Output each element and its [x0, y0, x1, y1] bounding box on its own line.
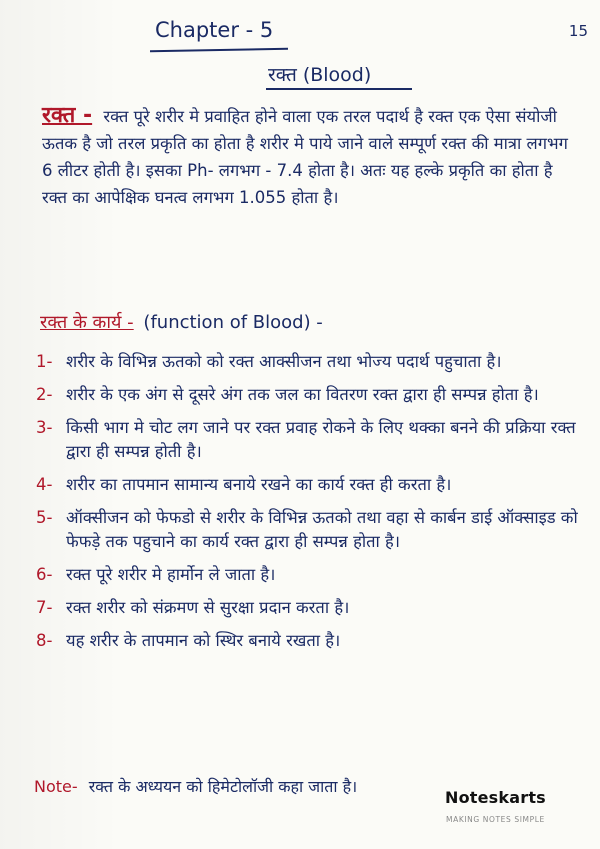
item-text: शरीर का तापमान सामान्य बनाये रखने का कार्य रक्त ही करता है।: [66, 475, 452, 494]
list-item: [36, 473, 584, 497]
functions-list: [36, 350, 584, 662]
list-item: [36, 506, 584, 554]
list-item: [36, 383, 584, 407]
functions-heading: [40, 310, 323, 334]
title-underline: [266, 88, 412, 90]
item-number: 6-: [36, 565, 53, 584]
chapter-underline: [150, 48, 288, 52]
item-text: ऑक्सीजन को फेफडो से शरीर के विभिन्न ऊतको तथा वहा से कार्बन डाई ऑक्साइड को फेफड़े तक पहुचाने का कार्य रक्त द्वारा ही सम्पन्न होता है।: [66, 508, 578, 551]
definition-text: रक्त पूरे शरीर मे प्रवाहित होने वाला एक तरल पदार्थ है रक्त एक ऐसा संयोजी ऊतक है जो तरल प्रकृति का होता है शरीर मे पाये जाने वाले सम्पूर्ण रक्त की मात्रा लगभग 6 लीटर होती है। इसका Ph- लगभग - 7.4 होता है। अतः यह हल्के प्रकृति का होता है रक्त का आपेक्षिक घनत्व लगभग 1.055 होता है।: [42, 107, 568, 207]
item-text: किसी भाग मे चोट लग जाने पर रक्त प्रवाह रोकने के लिए थक्का बनने की प्रक्रिया रक्त द्वारा ही सम्पन्न होती है।: [66, 418, 576, 461]
item-number: 2-: [36, 385, 53, 404]
functions-heading-hindi: रक्त के कार्य -: [40, 312, 134, 333]
page-number: 15: [568, 22, 588, 40]
functions-heading-english: (function of Blood) -: [143, 312, 323, 333]
item-number: 7-: [36, 598, 53, 617]
list-item: [36, 596, 584, 620]
note-label: Note-: [34, 777, 78, 796]
page-title: रक्त (Blood): [268, 64, 372, 86]
definition-paragraph: [42, 102, 582, 211]
item-text: रक्त शरीर को संक्रमण से सुरक्षा प्रदान करता है।: [66, 598, 350, 617]
list-item: [36, 563, 584, 587]
brand-name: Noteskarts: [445, 788, 546, 807]
item-text: शरीर के एक अंग से दूसरे अंग तक जल का वितरण रक्त द्वारा ही सम्पन्न होता है।: [66, 385, 539, 404]
item-number: 8-: [36, 631, 53, 650]
item-text: रक्त पूरे शरीर मे हार्मोन ले जाता है।: [66, 565, 276, 584]
brand-watermark: [445, 788, 546, 824]
item-number: 3-: [36, 418, 53, 437]
item-number: 1-: [36, 352, 53, 371]
item-number: 4-: [36, 475, 53, 494]
item-text: शरीर के विभिन्न ऊतको को रक्त आक्सीजन तथा भोज्य पदार्थ पहुचाता है।: [66, 352, 502, 371]
definition-term: रक्त -: [42, 103, 93, 128]
note-text: रक्त के अध्ययन को हिमेटोलॉजी कहा जाता है।: [88, 777, 358, 796]
item-number: 5-: [36, 508, 53, 527]
list-item: [36, 629, 584, 653]
chapter-heading: Chapter - 5: [155, 18, 274, 42]
list-item: [36, 350, 584, 374]
list-item: [36, 416, 584, 464]
item-text: यह शरीर के तापमान को स्थिर बनाये रखता है।: [66, 631, 341, 650]
brand-tagline: MAKING NOTES SIMPLE: [446, 815, 545, 824]
